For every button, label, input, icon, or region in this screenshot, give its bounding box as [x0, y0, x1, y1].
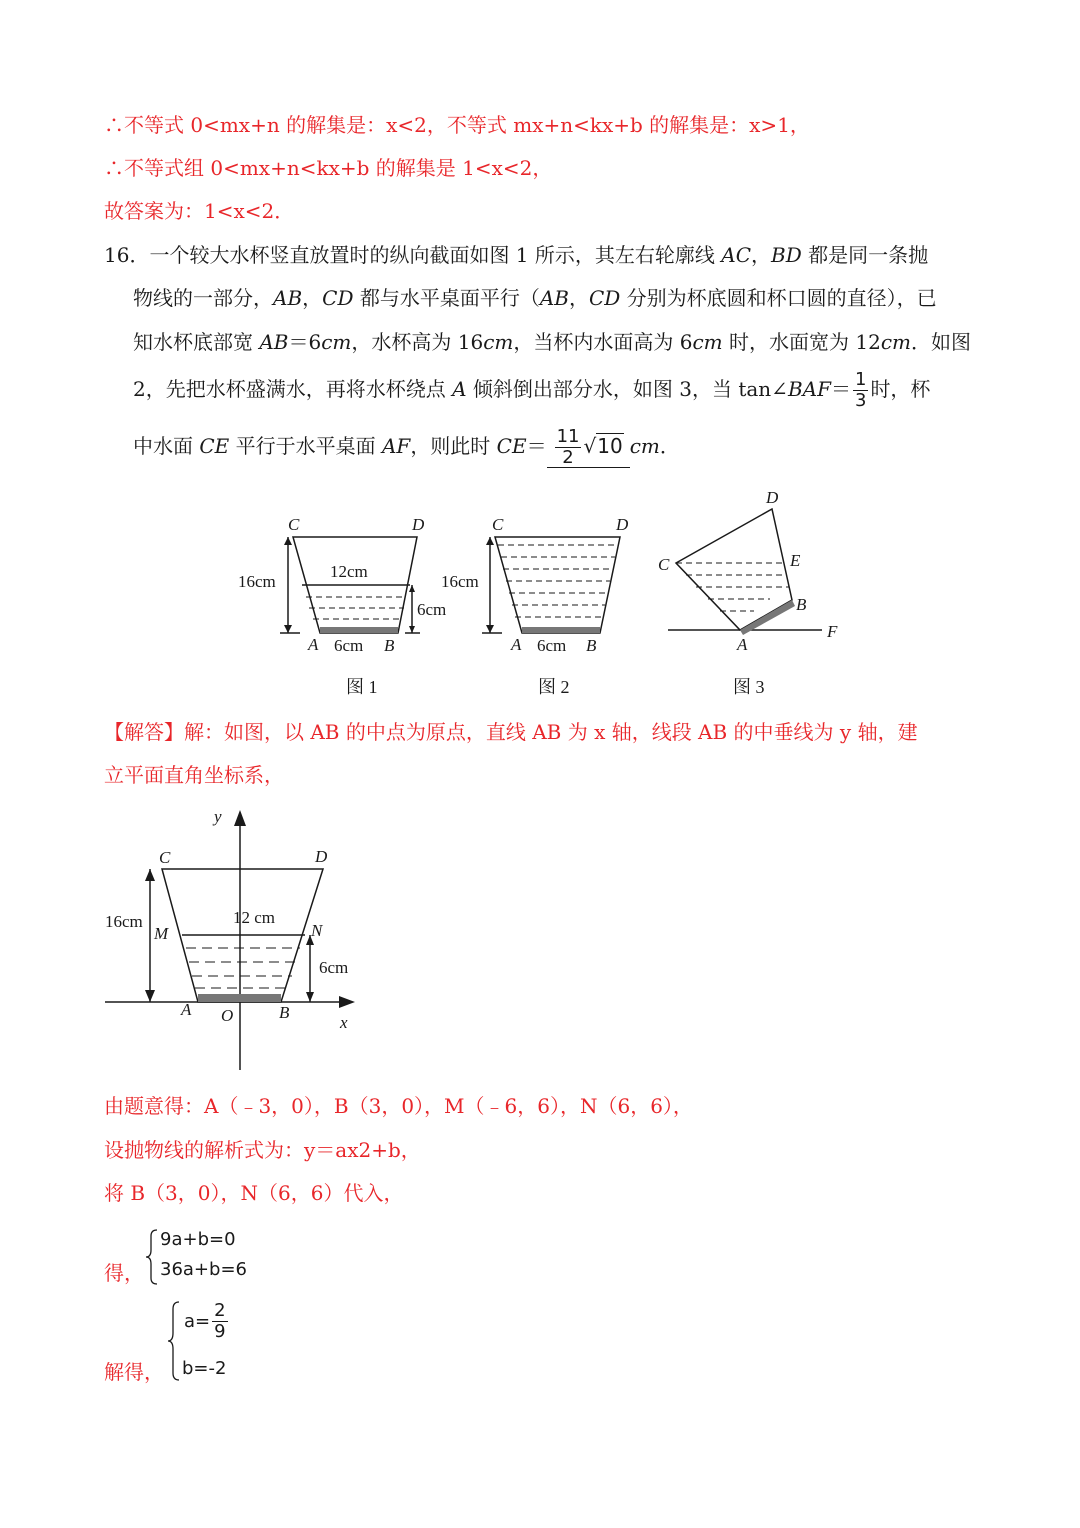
caption-fig-2: 图 2 [538, 677, 570, 697]
text: BD [771, 243, 802, 267]
fraction-denominator: 2 [562, 447, 574, 468]
text: AB [539, 286, 569, 310]
text: CE [199, 434, 230, 458]
fraction-one-third [853, 371, 868, 410]
system-2-eq-a [184, 1302, 230, 1341]
step-2: 设抛物线的解析式为：y＝ax2+b， [104, 1138, 421, 1162]
problem-line-4 [133, 371, 930, 410]
label-12cm: 12 cm [233, 908, 276, 927]
text: ．如图 [911, 330, 971, 354]
step-1: 由题意得：A（﹣3，0），B（3，0），M（﹣6，6），N（6，6）， [104, 1094, 693, 1118]
label-C: C [159, 848, 171, 867]
water-dashes [498, 545, 617, 617]
fraction-numerator: 2 [214, 1300, 226, 1321]
text: 分别为杯底圆和杯口圆的直径），已 [620, 286, 937, 310]
system-brace-1 [145, 1228, 159, 1286]
text: A [452, 377, 467, 401]
text: ，当杯内水面高为 6 [513, 330, 693, 354]
text: 平行于水平桌面 [229, 434, 382, 458]
text: ，则此时 [410, 434, 497, 458]
label-x: x [340, 1013, 348, 1032]
text: ， [302, 286, 323, 310]
problem-line-2 [133, 283, 937, 313]
label-A: A [181, 1000, 192, 1019]
step-5-label: 解得， [104, 1360, 164, 1384]
label-A: A [737, 635, 748, 654]
label-B: B [384, 636, 395, 655]
answer-prev-line-3: 故答案为：1<x<2． [104, 199, 295, 223]
fraction-denominator: 9 [214, 1321, 226, 1342]
caption-fig-1: 图 1 [346, 677, 378, 697]
text: 都是同一条抛 [801, 243, 929, 267]
problem-line-3 [133, 327, 971, 357]
text: cm [483, 330, 514, 354]
water-dashes [306, 597, 406, 619]
label-N: N [311, 921, 323, 940]
text: AC [721, 243, 751, 267]
text: 时，杯 [870, 377, 931, 401]
text: AB [259, 330, 289, 354]
label-F: F [827, 622, 838, 641]
answer-sqrt [583, 433, 623, 458]
label-6cm-base: 6cm [537, 636, 567, 655]
text: cm [880, 330, 911, 354]
text: 都与水平桌面平行（ [353, 286, 540, 310]
cup-base [522, 627, 600, 633]
text: CD [588, 286, 621, 310]
figure-2 [440, 505, 640, 705]
step-4-label: 得， [104, 1261, 144, 1285]
solution-line-1 [104, 717, 918, 747]
text: CD [322, 286, 354, 310]
text: 时，水面宽为 12 [722, 330, 881, 354]
system-2-eq-b: b=-2 [182, 1358, 227, 1379]
solution-line-2: 立平面直角坐标系， [104, 763, 284, 787]
text: ，水杯高为 16 [351, 330, 484, 354]
system-1-eq-2: 36a+b=6 [160, 1259, 247, 1280]
fraction-numerator: 1 [854, 369, 867, 390]
step-3: 将 B（3，0），N（6，6）代入， [104, 1181, 404, 1205]
answer-prev-line-1: ∴不等式 0<mx+n 的解集是：x<2，不等式 mx+n<kx+b 的解集是：x>1， [104, 113, 810, 137]
answer-blank [547, 428, 630, 468]
label-C: C [658, 555, 670, 574]
system-1-eq-1: 9a+b=0 [160, 1229, 236, 1250]
label-C: C [288, 515, 300, 534]
cup-base [320, 627, 398, 633]
system-brace-2 [167, 1300, 181, 1382]
text: ， [751, 243, 771, 267]
label-6cm-base: 6cm [334, 636, 364, 655]
label-12cm: 12cm [330, 562, 368, 581]
label-E: E [790, 551, 801, 570]
label-B: B [586, 636, 597, 655]
caption-fig-3: 图 3 [733, 677, 765, 697]
text: ＝ [830, 377, 851, 401]
answer-fraction [555, 428, 582, 467]
text: 解：如图，以 AB 的中点为原点，直线 AB 为 x 轴，线段 AB 的中垂线为 y 轴，建 [184, 720, 918, 744]
text: ． [659, 434, 680, 458]
text: a= [184, 1311, 211, 1332]
text: BAF [787, 377, 831, 401]
text: cm [692, 330, 723, 354]
label-y: y [214, 807, 222, 826]
text: 知水杯底部宽 [133, 330, 260, 354]
label-D: D [766, 488, 779, 507]
water-dashes [676, 563, 789, 611]
text: 物线的一部分， [133, 286, 273, 310]
label-M: M [154, 924, 169, 943]
label-D: D [412, 515, 425, 534]
label-C: C [492, 515, 504, 534]
label-6cm-height: 6cm [417, 600, 447, 619]
fraction-two-ninths [212, 1302, 227, 1341]
label-D: D [315, 847, 328, 866]
label-16cm: 16cm [105, 912, 143, 931]
text: 16．一个较大水杯竖直放置时的纵向截面如图 1 所示，其左右轮廓线 [104, 243, 722, 267]
label-A: A [511, 635, 522, 654]
label-6cm-height: 6cm [319, 958, 349, 977]
text: CE [496, 434, 527, 458]
label-D: D [616, 515, 629, 534]
text: cm [629, 434, 660, 458]
cup-base [198, 994, 281, 1002]
label-A: A [308, 635, 319, 654]
text: ＝6 [288, 330, 322, 354]
figure-4 [100, 800, 370, 1075]
fraction-denominator: 3 [854, 390, 867, 411]
problem-line-1 [104, 240, 928, 270]
text: cm [321, 330, 352, 354]
label-16cm: 16cm [238, 572, 276, 591]
label-B: B [796, 595, 807, 614]
solution-tag: 【解答】 [104, 720, 184, 744]
text: 中水面 [133, 434, 200, 458]
sqrt-sign: √ [583, 434, 597, 458]
label-O: O [221, 1006, 234, 1025]
text: 2，先把水杯盛满水，再将水杯绕点 [133, 377, 453, 401]
text: 倾斜倒出部分水，如图 3，当 tan∠ [466, 377, 788, 401]
text: AB [273, 286, 303, 310]
figure-3 [650, 480, 850, 705]
figure-1 [230, 505, 470, 705]
text: ， [568, 286, 589, 310]
sqrt-radicand: 10 [597, 434, 623, 458]
answer-prev-line-2: ∴不等式组 0<mx+n<kx+b 的解集是 1<x<2， [104, 156, 553, 180]
text: ＝ [526, 434, 547, 458]
label-16cm: 16cm [441, 572, 479, 591]
cup-outline [495, 537, 620, 633]
problem-line-5 [133, 428, 680, 468]
text: AF [381, 434, 411, 458]
fraction-numerator: 11 [556, 426, 580, 447]
water-dashes [186, 948, 300, 988]
label-B: B [279, 1003, 290, 1022]
